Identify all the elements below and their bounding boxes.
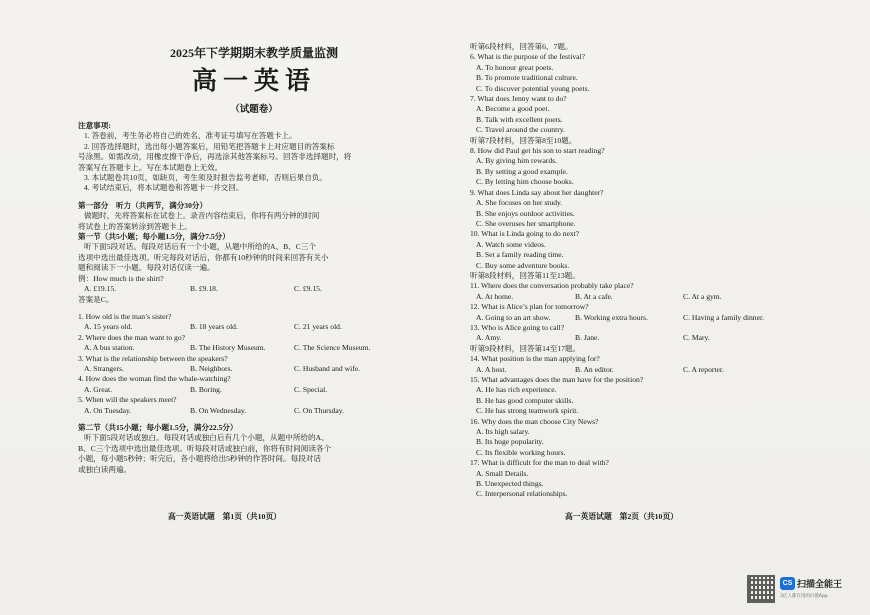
option: A. 15 years old. [84, 322, 133, 332]
option: A. By giving him rewards. [476, 156, 557, 166]
question: 11. Where does the conversation probably take place? [470, 281, 634, 291]
notice-line: 3. 本试题卷共10页，如缺页，考生须及时报告监考老师，否则后果自负。 [84, 173, 327, 183]
option: A. Amy. [476, 333, 502, 343]
option: C. She overuses her smartphone. [476, 218, 576, 228]
example-options [78, 284, 430, 294]
question: 17. What is difficult for the man to deal with? [470, 458, 609, 468]
option: B. He has good computer skills. [476, 395, 574, 405]
option: A. Watch some videos. [476, 239, 546, 249]
section2-intro-line: 小题，每小题5秒钟；听完后，各小题将给出5秒钟的作答时间。每段对话 [78, 454, 321, 464]
question: 2. Where does the man want to go? [78, 332, 185, 342]
option: C. On Thursday. [294, 405, 344, 415]
option: B. She enjoys outdoor activities. [476, 208, 575, 218]
question: 9. What does Linda say about her daughter? [470, 187, 604, 197]
section2-intro-line: B、C三个选项中选出最佳选项。听每段对话或独白前，你将有时间阅读各个 [78, 443, 332, 453]
part1-intro-line: 将试卷上的答案转涂到答题卡上。 [78, 221, 192, 231]
section2-title: 第二节（共15小题；每小题1.5分，满分22.5分） [78, 422, 238, 432]
page-footer: 高一英语试题 第2页（共10页） [565, 512, 679, 521]
option: C. He has strong teamwork spirit. [476, 406, 579, 416]
question-options [470, 292, 795, 302]
scanner-watermark [747, 575, 862, 605]
scanner-app-name: 扫描全能王 [797, 580, 843, 590]
exam-title: 2025年下学期期末教学质量监测 [169, 46, 338, 60]
option: A. Great. [84, 384, 113, 394]
question-options [78, 385, 430, 395]
option: A. A bus station. [84, 343, 135, 353]
part1-intro-line: 做题时，先将答案标在试卷上。录音内容结束后，你将有两分钟的时间 [84, 211, 320, 221]
question: 5. When will the speakers meet? [78, 395, 177, 405]
section1-intro-line: 选项中选出最佳选项。听完每段对话后，你都有10秒钟的时间来回答有关小 [78, 252, 329, 262]
option: C. Special. [294, 384, 328, 394]
question-options [78, 343, 430, 353]
option: C. Travel around the country. [476, 125, 565, 135]
option: B. Set a family reading time. [476, 250, 564, 260]
part1-title: 第一部分 听力（共两节，满分30分） [78, 200, 208, 210]
question: 听第6段材料，回答第6、7题。 [470, 42, 573, 51]
option: B. Its huge popularity. [476, 437, 544, 447]
question-options [470, 313, 795, 323]
section2-intro-line: 听下面5段对话或独白。每段对话或独白后有几个小题，从题中所给的A、 [84, 433, 329, 443]
notice-line: 2. 回答选择题时，选出每小题答案后，用铅笔把答题卡上对应题目的答案标 [84, 141, 335, 151]
option: A. He has rich experience. [476, 385, 557, 395]
question: 12. What is Alice’s plan for tomorrow? [470, 302, 589, 312]
example-answer: 答案是C。 [78, 294, 114, 304]
option: A. To honour great poets. [476, 62, 554, 72]
scanner-tagline: 3亿人都在用的扫描App [780, 594, 828, 599]
option: C. Its flexible working hours. [476, 447, 566, 457]
option: C. 21 years old. [294, 322, 342, 332]
question: 15. What advantages does the man have for the position? [470, 375, 644, 384]
option: B. Neighbors. [190, 363, 233, 373]
option: C. Interpersonal relationships. [476, 489, 568, 499]
option: B. Boring. [190, 384, 222, 394]
notice-line: 答案写在答题卡上。写在本试题卷上无效。 [78, 162, 223, 172]
question: 7. What does Jenny want to do? [470, 94, 567, 104]
section1-intro-line: 听下面5段对话。每段对话后有一个小题，从题中所给的A、B、C三个 [84, 242, 317, 252]
question: 4. How does the woman find the whale-watching? [78, 374, 231, 384]
option: C. Buy some adventure books. [476, 260, 570, 270]
question: 听第9段材料，回答第14至17题。 [470, 343, 581, 353]
question: 13. Who is Alice going to call? [470, 322, 565, 332]
option: C. Husband and wife. [294, 363, 361, 373]
option: B. Working extra hours. [575, 312, 648, 322]
question: 3. What is the relationship between the speakers? [78, 353, 228, 363]
page-footer: 高一英语试题 第1页（共10页） [168, 512, 282, 521]
section1-title: 第一节（共5小题；每小题1.5分，满分7.5分） [78, 232, 230, 242]
option: A. £19.15. [84, 284, 117, 294]
notice-title: 注意事项: [78, 121, 111, 130]
notice-line: 1. 答卷前，考生务必将自己的姓名、准考证号填写在答题卡上。 [84, 131, 297, 141]
question: 听第7段材料，回答第8至10题。 [470, 135, 577, 145]
paper-type: （试题卷） [230, 105, 278, 115]
option: B. To promote traditional culture. [476, 73, 578, 83]
option: A. A host. [476, 364, 507, 374]
option: C. The Science Museum. [294, 343, 371, 353]
example-question: 例：How much is the shirt? [78, 273, 164, 283]
option: C. At a gym. [683, 291, 722, 301]
question: 听第8段材料，回答第11至13题。 [470, 270, 580, 280]
option: B. Unexpected things. [476, 479, 544, 489]
page-2-column [470, 0, 795, 615]
notice-line: 4. 考试结束后，将本试题卷和答题卡一并交回。 [84, 183, 244, 193]
option: A. Become a good poet. [476, 104, 550, 114]
option: A. Strangers. [84, 363, 124, 373]
option: A. She focuses on her study. [476, 198, 563, 208]
option: C. To discover potential young poets. [476, 83, 590, 93]
question: 10. What is Linda going to do next? [470, 229, 580, 239]
option: C. A reporter. [683, 364, 724, 374]
option: B. The History Museum. [190, 343, 266, 353]
question: 8. How did Paul get his son to start reading? [470, 146, 605, 156]
qr-code-icon [747, 575, 775, 603]
option: A. At home. [476, 291, 514, 301]
camscanner-logo-icon: CS [780, 577, 795, 590]
notice-line: 号涂黑。如需改动，用橡皮擦干净后，再选涂其他答案标号。回答非选择题时，将 [78, 152, 352, 162]
section1-intro-line: 题和阅读下一小题。每段对话仅读一遍。 [78, 263, 215, 273]
question: 16. Why does the man choose City News? [470, 416, 599, 426]
question-options [78, 364, 430, 374]
option: B. 18 years old. [190, 322, 238, 332]
option: A. On Tuesday. [84, 405, 132, 415]
question-options [470, 333, 795, 343]
question: 1. How old is the man’s sister? [78, 311, 172, 321]
option: B. By setting a good example. [476, 166, 568, 176]
option: C. Mary. [683, 333, 710, 343]
option: B. On Wednesday. [190, 405, 247, 415]
question-options [78, 322, 430, 332]
option: C. £9.15. [294, 284, 322, 294]
option: C. Having a family dinner. [683, 312, 764, 322]
option: B. Talk with excellent poets. [476, 114, 563, 124]
option: C. By letting him choose books. [476, 177, 574, 187]
option: A. Small Details. [476, 468, 529, 478]
option: A. Going to an art show. [476, 312, 551, 322]
option: A. Its high salary. [476, 427, 530, 437]
question-options [78, 406, 430, 416]
option: B. An editor. [575, 364, 614, 374]
option: B. Jane. [575, 333, 600, 343]
option: B. £9.18. [190, 284, 218, 294]
page-1-column [78, 0, 430, 615]
page-2-questions [470, 42, 795, 500]
question: 6. What is the purpose of the festival? [470, 52, 585, 62]
section2-intro-line: 或独白读两遍。 [78, 464, 132, 474]
question: 14. What position is the man applying for? [470, 354, 600, 364]
option: B. At a cafe. [575, 291, 613, 301]
question-options [470, 365, 795, 375]
subject-title: 高一英语 [191, 68, 316, 95]
